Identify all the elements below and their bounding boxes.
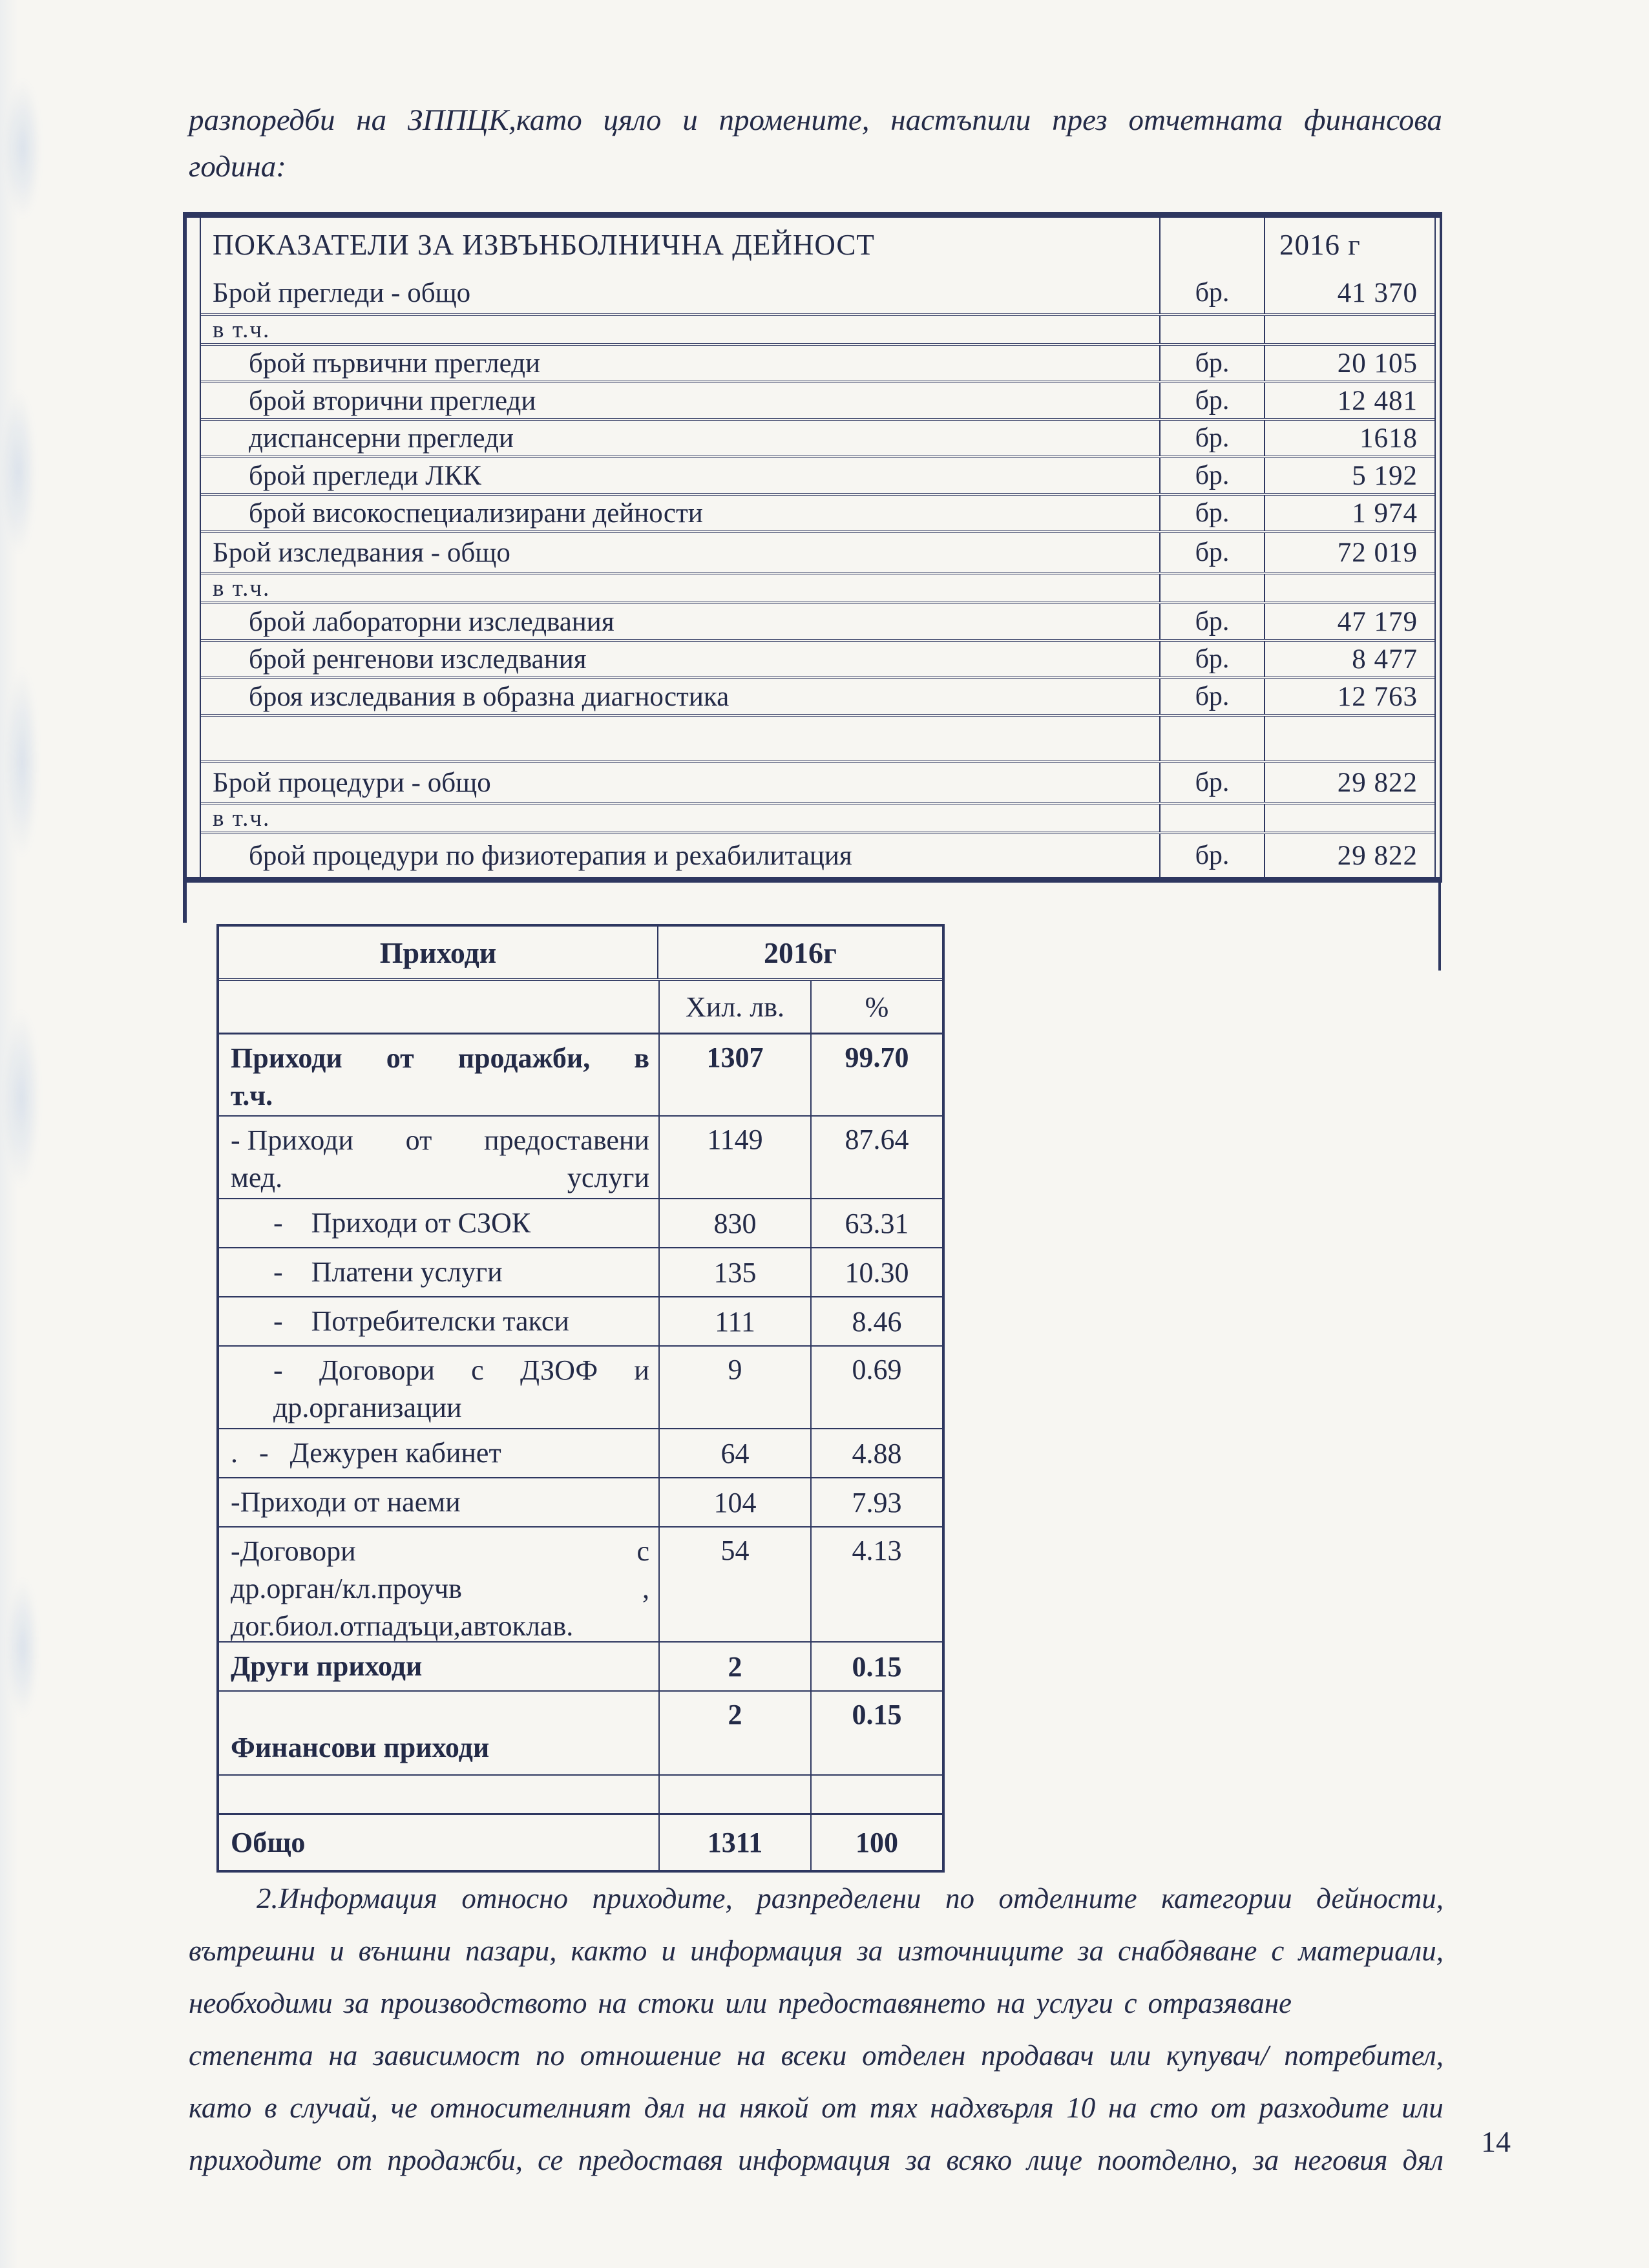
word: отразяване bbox=[1148, 1987, 1292, 2019]
label-line bbox=[231, 1077, 649, 1115]
row-amount: 104 bbox=[658, 1478, 810, 1526]
label-line: Общо bbox=[231, 1826, 306, 1858]
row-percent: 87.64 bbox=[810, 1117, 942, 1198]
word: зависимост bbox=[373, 2039, 521, 2072]
row-label bbox=[219, 1815, 658, 1870]
table1-year-header: 2016 г bbox=[1279, 229, 1361, 261]
row-label: броя изследвания в образна диагностика bbox=[249, 681, 730, 712]
word: 10 bbox=[1066, 2092, 1096, 2124]
word: предоставя bbox=[578, 2144, 724, 2176]
word: - Приходи bbox=[231, 1124, 353, 1156]
word: се bbox=[538, 2144, 563, 2176]
table2-row bbox=[219, 1774, 942, 1813]
label-line: Други приходи bbox=[231, 1650, 423, 1682]
word: от bbox=[337, 2144, 373, 2176]
row-value: 5 192 bbox=[1352, 460, 1418, 491]
table2-row bbox=[219, 1247, 942, 1296]
word: всяко bbox=[946, 2144, 1013, 2176]
row-amount: 1311 bbox=[658, 1815, 810, 1870]
label-line bbox=[231, 1570, 649, 1608]
word: от bbox=[405, 1124, 432, 1156]
intro-line-2: година: bbox=[189, 150, 286, 184]
row-label: брой прегледи ЛКК bbox=[249, 460, 481, 491]
row-unit: бр. bbox=[1159, 533, 1265, 572]
row-amount: 1307 bbox=[658, 1034, 810, 1115]
paragraph-line bbox=[189, 1925, 1444, 1977]
word: на bbox=[356, 103, 387, 137]
word: или bbox=[1402, 2092, 1444, 2124]
row-unit: бр. bbox=[1159, 642, 1265, 677]
word: за bbox=[905, 2144, 932, 2176]
row-label: брой процедури по физиотерапия и рехабилитация bbox=[249, 840, 852, 871]
word: като bbox=[189, 2092, 252, 2124]
row-percent bbox=[810, 1776, 942, 1813]
row-percent: 7.93 bbox=[810, 1478, 942, 1526]
table1-title: ПОКАЗАТЕЛИ ЗА ИЗВЪНБОЛНИЧНА ДЕЙНОСТ bbox=[213, 229, 875, 261]
word: и bbox=[330, 1935, 344, 1967]
word: както bbox=[571, 1935, 647, 1967]
row-value: 8 477 bbox=[1352, 644, 1418, 675]
table2-title: Приходи bbox=[379, 936, 497, 969]
row-label: брой вторични прегледи bbox=[249, 385, 536, 416]
label-line: - Потребителски такси bbox=[273, 1305, 569, 1337]
row-label bbox=[201, 717, 1159, 761]
word: някой bbox=[739, 2092, 809, 2124]
row-amount: 830 bbox=[658, 1199, 810, 1247]
row-label: диспансерни прегледи bbox=[249, 423, 514, 454]
table2-subheader-empty-cell bbox=[219, 981, 658, 1033]
row-label: брой високоспециализирани дейности bbox=[249, 498, 703, 529]
word: вътрешни bbox=[189, 1935, 316, 1967]
row-label bbox=[219, 1478, 658, 1526]
row-unit: бр. bbox=[1159, 458, 1265, 493]
word: 2.Информация bbox=[257, 1882, 437, 1915]
table2-row bbox=[219, 1526, 942, 1641]
word: или bbox=[725, 1987, 768, 2019]
row-unit bbox=[1159, 717, 1265, 761]
row-unit bbox=[1159, 316, 1265, 343]
row-amount bbox=[658, 1776, 810, 1813]
word: с bbox=[471, 1354, 484, 1386]
word: на bbox=[737, 2039, 766, 2072]
row-percent: 0.69 bbox=[810, 1347, 942, 1428]
word: на bbox=[598, 1987, 627, 2019]
row-value: 12 481 bbox=[1337, 385, 1418, 416]
word: разходите bbox=[1259, 2092, 1389, 2124]
row-label: Брой изследвания - общо bbox=[213, 537, 510, 568]
word: в bbox=[634, 1042, 649, 1074]
word: др.орган/кл.проучв bbox=[231, 1573, 462, 1604]
table1-row bbox=[201, 714, 1434, 761]
row-label bbox=[219, 1347, 658, 1428]
table2-row bbox=[219, 1690, 942, 1774]
table1-row bbox=[201, 761, 1434, 802]
row-label bbox=[219, 1692, 658, 1774]
word: предоставени bbox=[484, 1124, 649, 1156]
paragraph-line bbox=[189, 2134, 1444, 2187]
word: пазари, bbox=[465, 1935, 557, 1967]
row-value: 72 019 bbox=[1337, 537, 1418, 568]
row-label bbox=[219, 1248, 658, 1296]
word: потребител, bbox=[1284, 2039, 1444, 2072]
row-value bbox=[1265, 574, 1434, 602]
table1-row bbox=[201, 343, 1434, 381]
word: финансова bbox=[1304, 103, 1442, 137]
word: неговия bbox=[1294, 2144, 1388, 2176]
label-line bbox=[231, 1122, 649, 1159]
row-amount: 2 bbox=[658, 1643, 810, 1690]
table2-row bbox=[219, 1198, 942, 1247]
table2-body bbox=[219, 1033, 942, 1870]
word: отделните bbox=[998, 1882, 1137, 1915]
table1-row bbox=[201, 602, 1434, 639]
word: отделен bbox=[862, 2039, 966, 2072]
row-label: в т.ч. bbox=[213, 804, 271, 832]
row-label: брой първични прегледи bbox=[249, 348, 541, 379]
word: от bbox=[386, 1042, 414, 1074]
word: за bbox=[857, 1935, 883, 1967]
word: лице bbox=[1027, 2144, 1082, 2176]
row-amount: 2 bbox=[658, 1692, 810, 1774]
scan-smudge-artifact bbox=[3, 1008, 40, 1189]
word: на bbox=[697, 2092, 727, 2124]
table2-subheader-row bbox=[219, 978, 942, 1033]
word: от bbox=[1210, 2092, 1246, 2124]
table2-header-row bbox=[219, 927, 942, 978]
row-value: 1 974 bbox=[1352, 498, 1418, 529]
word: ДЗОФ bbox=[520, 1354, 598, 1386]
row-label bbox=[219, 1429, 658, 1477]
word: настъпили bbox=[890, 103, 1031, 137]
table2-row bbox=[219, 1428, 942, 1477]
table2-row bbox=[219, 1296, 942, 1345]
word: др.организации bbox=[273, 1392, 462, 1423]
table1-body bbox=[201, 272, 1434, 877]
word: с bbox=[636, 1535, 649, 1567]
word: в bbox=[264, 2092, 277, 2124]
intro-line-1 bbox=[189, 97, 1442, 143]
word: дял bbox=[1402, 2144, 1444, 2176]
table1-row bbox=[201, 677, 1434, 714]
table1-row bbox=[201, 832, 1434, 877]
word: и bbox=[682, 103, 698, 137]
word: за bbox=[343, 1987, 370, 2019]
label-line bbox=[231, 1389, 649, 1427]
table1-header-row bbox=[201, 218, 1434, 272]
page-number: 14 bbox=[1481, 2125, 1511, 2158]
word: необходими bbox=[189, 1987, 333, 2019]
word: случай, bbox=[289, 2092, 378, 2124]
table1-row bbox=[201, 381, 1434, 418]
word: разпоредби bbox=[189, 103, 335, 137]
row-unit: бр. bbox=[1159, 496, 1265, 530]
row-percent: 0.15 bbox=[810, 1643, 942, 1690]
table1-row bbox=[201, 313, 1434, 343]
outpatient-indicators-table-inner bbox=[200, 218, 1436, 877]
word: Приходи bbox=[231, 1042, 342, 1074]
word: с bbox=[1124, 1987, 1137, 2019]
row-value: 41 370 bbox=[1337, 277, 1418, 308]
row-label: в т.ч. bbox=[213, 574, 271, 602]
revenue-table bbox=[216, 924, 945, 1873]
label-line bbox=[231, 1159, 649, 1197]
row-percent: 99.70 bbox=[810, 1034, 942, 1115]
row-percent: 63.31 bbox=[810, 1199, 942, 1247]
word: услуги bbox=[567, 1162, 649, 1193]
row-percent: 100 bbox=[810, 1815, 942, 1870]
table1-row bbox=[201, 456, 1434, 493]
row-unit: бр. bbox=[1159, 346, 1265, 381]
row-value: 47 179 bbox=[1337, 606, 1418, 637]
row-value: 1618 bbox=[1360, 423, 1418, 454]
word: , bbox=[642, 1573, 649, 1604]
row-amount: 9 bbox=[658, 1347, 810, 1428]
table1-unit-header-cell bbox=[1159, 218, 1265, 272]
row-unit: бр. bbox=[1159, 604, 1265, 639]
word: всеки bbox=[781, 2039, 847, 2072]
scan-line-artifact-left bbox=[183, 880, 187, 923]
word: продажби, bbox=[387, 2144, 523, 2176]
table2-row bbox=[219, 1115, 942, 1198]
intro-paragraph bbox=[189, 97, 1442, 190]
row-unit: бр. bbox=[1159, 834, 1265, 877]
row-label bbox=[219, 1117, 658, 1198]
row-label: в т.ч. bbox=[213, 316, 271, 343]
word: външни bbox=[358, 1935, 452, 1967]
table1-row bbox=[201, 530, 1434, 572]
word: че bbox=[390, 2092, 417, 2124]
word: цяло bbox=[603, 103, 662, 137]
row-value bbox=[1265, 804, 1434, 832]
label-line: Финансови приходи bbox=[231, 1732, 490, 1763]
row-label: брой лабораторни изследвания bbox=[249, 606, 614, 637]
scan-line-artifact-right bbox=[1438, 880, 1441, 971]
word: за bbox=[1078, 1935, 1104, 1967]
word: услуги bbox=[1036, 1987, 1113, 2019]
table1-row bbox=[201, 418, 1434, 456]
table1-row bbox=[201, 493, 1434, 530]
word: относно bbox=[461, 1882, 568, 1915]
table1-row bbox=[201, 272, 1434, 313]
row-value: 29 822 bbox=[1337, 767, 1418, 798]
table2-year-header: 2016г bbox=[657, 927, 942, 978]
word: информация bbox=[738, 2144, 891, 2176]
word: -Договори bbox=[231, 1535, 356, 1567]
scan-smudge-artifact bbox=[4, 78, 41, 220]
label-line bbox=[231, 1040, 649, 1077]
label-line bbox=[231, 1608, 649, 1645]
word: на bbox=[328, 2039, 358, 2072]
word: продажби, bbox=[457, 1042, 591, 1074]
word: от bbox=[821, 2092, 857, 2124]
word: информация bbox=[690, 1935, 843, 1967]
row-label bbox=[219, 1199, 658, 1247]
word: разпределени bbox=[757, 1882, 921, 1915]
row-unit: бр. bbox=[1159, 272, 1265, 313]
word: - bbox=[273, 1354, 283, 1386]
row-amount: 64 bbox=[658, 1429, 810, 1477]
row-label: Брой прегледи - общо bbox=[213, 277, 471, 308]
label-line bbox=[231, 1352, 649, 1389]
word: степента bbox=[189, 2039, 313, 2072]
row-unit: бр. bbox=[1159, 679, 1265, 714]
word: Договори bbox=[319, 1354, 435, 1386]
paragraph-line bbox=[189, 1977, 1292, 2030]
table2-row bbox=[219, 1641, 942, 1690]
word: купувач/ bbox=[1166, 2039, 1269, 2072]
word: с bbox=[1271, 1935, 1285, 1967]
word: по bbox=[945, 1882, 974, 1915]
word: отношение bbox=[580, 2039, 722, 2072]
row-unit: бр. bbox=[1159, 383, 1265, 418]
row-value bbox=[1265, 316, 1434, 343]
label-line bbox=[231, 1533, 649, 1570]
word: предоставянето bbox=[777, 1987, 986, 2019]
row-amount: 1149 bbox=[658, 1117, 810, 1198]
word: ЗППЦК,като bbox=[407, 103, 582, 137]
word: по bbox=[536, 2039, 565, 2072]
row-value: 12 763 bbox=[1337, 681, 1418, 712]
outpatient-indicators-table bbox=[183, 212, 1442, 883]
word: т.ч. bbox=[231, 1080, 273, 1111]
row-label: Брой процедури - общо bbox=[213, 767, 491, 798]
word: надхвърля bbox=[930, 2092, 1054, 2124]
word: производството bbox=[380, 1987, 587, 2019]
row-unit bbox=[1159, 804, 1265, 832]
word: стоки bbox=[638, 1987, 715, 2019]
row-value: 29 822 bbox=[1337, 840, 1418, 871]
row-label bbox=[219, 1528, 658, 1641]
row-percent: 8.46 bbox=[810, 1297, 942, 1345]
row-percent: 0.15 bbox=[810, 1692, 942, 1774]
word: или bbox=[1109, 2039, 1151, 2072]
table1-row bbox=[201, 572, 1434, 602]
row-label bbox=[219, 1297, 658, 1345]
word: на bbox=[996, 1987, 1025, 2019]
word: материали, bbox=[1298, 1935, 1444, 1967]
label-line: . - Дежурен кабинет bbox=[231, 1437, 501, 1469]
word: източниците bbox=[897, 1935, 1064, 1967]
word: мед. bbox=[231, 1162, 283, 1193]
row-percent: 10.30 bbox=[810, 1248, 942, 1296]
table1-row bbox=[201, 802, 1434, 832]
word: продавач bbox=[981, 2039, 1094, 2072]
scan-smudge-artifact bbox=[6, 1577, 39, 1719]
row-value bbox=[1265, 717, 1434, 761]
row-unit: бр. bbox=[1159, 421, 1265, 456]
row-amount: 111 bbox=[658, 1297, 810, 1345]
table2-row bbox=[219, 1813, 942, 1870]
paragraph-line bbox=[189, 2082, 1444, 2134]
row-amount: 54 bbox=[658, 1528, 810, 1641]
label-line: -Приходи от наеми bbox=[231, 1486, 461, 1518]
row-amount: 135 bbox=[658, 1248, 810, 1296]
row-unit: бр. bbox=[1159, 763, 1265, 802]
paragraph-line bbox=[189, 1873, 1444, 1925]
word: относителният bbox=[430, 2092, 632, 2124]
info-paragraph bbox=[189, 1873, 1444, 2187]
row-label bbox=[219, 1643, 658, 1690]
table2-row bbox=[219, 1033, 942, 1115]
table1-row bbox=[201, 639, 1434, 677]
table2-row bbox=[219, 1345, 942, 1428]
word: промените, bbox=[719, 103, 870, 137]
word: поотделно, bbox=[1097, 2144, 1238, 2176]
scan-smudge-artifact bbox=[5, 666, 39, 859]
row-percent: 4.88 bbox=[810, 1429, 942, 1477]
row-value: 20 105 bbox=[1337, 348, 1418, 379]
word: за bbox=[1253, 2144, 1279, 2176]
word: на bbox=[1108, 2092, 1137, 2124]
word: и bbox=[661, 1935, 676, 1967]
word: категории bbox=[1161, 1882, 1292, 1915]
word: дейности, bbox=[1316, 1882, 1444, 1915]
row-label bbox=[219, 1034, 658, 1115]
row-label: брой ренгенови изследвания bbox=[249, 644, 587, 675]
word: снабдяване bbox=[1118, 1935, 1257, 1967]
label-line: - Приходи от СЗОК bbox=[273, 1207, 531, 1239]
scan-smudge-artifact bbox=[1, 388, 36, 556]
table2-row bbox=[219, 1477, 942, 1526]
word: дял bbox=[644, 2092, 686, 2124]
word: и bbox=[634, 1354, 649, 1386]
table2-amount-column-header: Хил. лв. bbox=[658, 981, 810, 1033]
word: през bbox=[1052, 103, 1108, 137]
word: приходите bbox=[189, 2144, 322, 2176]
label-line: - Платени услуги bbox=[273, 1256, 503, 1288]
row-percent: 4.13 bbox=[810, 1528, 942, 1641]
row-unit bbox=[1159, 574, 1265, 602]
word: приходите, bbox=[592, 1882, 733, 1915]
word: сто bbox=[1150, 2092, 1199, 2124]
word: дог.биол.отпадъци,автоклав. bbox=[231, 1610, 574, 1642]
word: отчетната bbox=[1128, 103, 1283, 137]
table2-percent-column-header: % bbox=[810, 981, 942, 1033]
paragraph-line bbox=[189, 2030, 1444, 2082]
word: тях bbox=[869, 2092, 918, 2124]
row-label bbox=[219, 1776, 658, 1813]
